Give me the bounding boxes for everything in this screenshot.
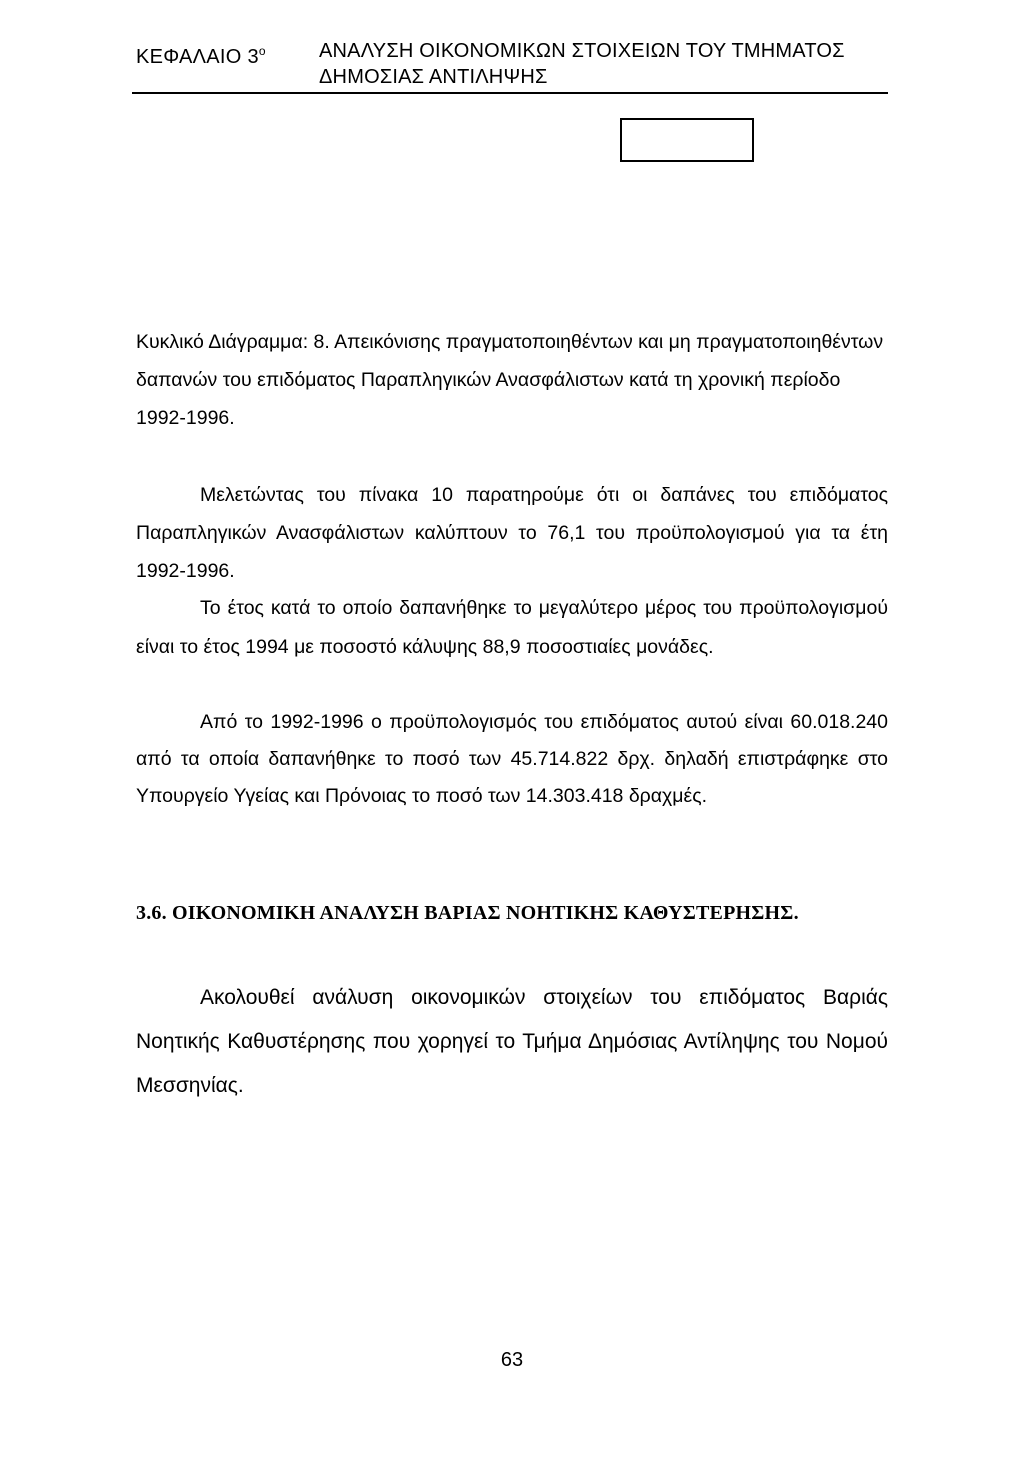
chapter-title-line1: ΑΝΑΛΥΣΗ ΟΙΚΟΝΟΜΙΚΩΝ ΣΤΟΙΧΕΙΩΝ ΤΟΥ ΤΜΗΜΑΤΟΣ xyxy=(319,40,845,62)
body-paragraph-1: Μελετώντας του πίνακα 10 παρατηρούμε ότι οι δαπάνες του επιδόματος Παραπληγικών Ανασφάλιστων καλύπτουν το 76,1 του προϋπολογισμού για τα έτη 1992-1996. xyxy=(136,484,888,582)
figure-caption: Κυκλικό Διάγραμμα: 8. Απεικόνισης πραγματοποιηθέντων και μη πραγματοποιηθέντων δαπανών του επιδόματος Παραπληγικών Ανασφάλιστων κατά τη χρονική περίοδο 1992-1996. xyxy=(136,331,884,429)
body-paragraph-3: Από το 1992-1996 ο προϋπολογισμός του επιδόματος αυτού είναι 60.018.240 από τα οποία δαπανήθηκε το ποσό των 45.714.822 δρχ. δηλαδή επιστράφηκε στο Υπουργείο Υγείας και Πρόνοιας το ποσό των 14.303.418 δραχμές. xyxy=(136,711,888,807)
chapter-superscript: ο xyxy=(258,44,266,58)
page-number: 63 xyxy=(500,1349,524,1371)
body-paragraph-4: Ακολουθεί ανάλυση οικονομικών στοιχείων του επιδόματος Βαριάς Νοητικής Καθυστέρησης που χορηγεί το Τμήμα Δημόσιας Αντίληψης του Νομού Μεσσηνίας. xyxy=(136,986,888,1097)
chart-placeholder-box xyxy=(620,118,754,162)
chapter-title xyxy=(319,38,889,90)
body-paragraph-2: Το έτος κατά το οποίο δαπανήθηκε το μεγαλύτερο μέρος του προϋπολογισμού είναι το έτος 1994 με ποσοστό κάλυψης 88,9 ποσοστιαίες μονάδες. xyxy=(136,597,888,658)
header-divider xyxy=(132,92,888,94)
chapter-title-line2: ΔΗΜΟΣΙΑΣ ΑΝΤΙΛΗΨΗΣ xyxy=(319,66,548,88)
chapter-label: ΚΕΦΑΛΑΙΟ $3^o$ xyxy=(136,44,266,68)
section-heading: 3.6. ΟΙΚΟΝΟΜΙΚΗ ΑΝΑΛΥΣΗ ΒΑΡΙΑΣ ΝΟΗΤΙΚΗΣ ΚΑΘΥΣΤΕΡΗΣΗΣ. xyxy=(136,902,799,924)
